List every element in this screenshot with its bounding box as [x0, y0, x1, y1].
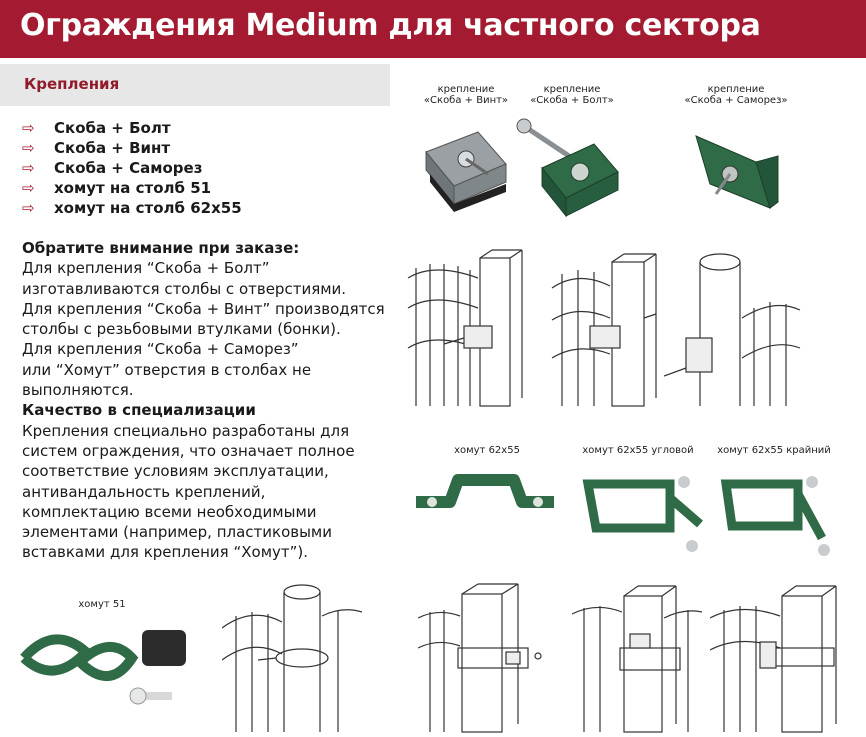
caption-line: «Скоба + Болт» [530, 95, 614, 106]
arrow-right-icon: ⇨ [22, 159, 35, 177]
order-line: или “Хомут” отверстия в столбах не [22, 360, 312, 379]
header-banner [0, 0, 866, 58]
bracket-bolt-image [514, 112, 626, 220]
feature-label: Скоба + Винт [54, 139, 171, 157]
caption-line: крепление [707, 84, 765, 95]
feature-item [22, 138, 242, 158]
quality-line: соответствие условиям эксплуатации, [22, 462, 329, 481]
bracket-screw-image [416, 112, 516, 217]
order-line: изготавливаются столбы с отверстиями. [22, 279, 347, 298]
feature-label: хомут на столб 51 [54, 179, 212, 197]
section-title: Крепления [24, 75, 120, 93]
caption-bolt-bolt [524, 84, 620, 106]
quality-line: элементами (например, пластиковыми [22, 523, 332, 542]
page-title: Ограждения Medium для частного сектора [20, 8, 761, 43]
feature-item [22, 158, 242, 178]
features-list [22, 118, 242, 218]
arrow-right-icon: ⇨ [22, 179, 35, 197]
quality-line: систем ограждения, что означает полное [22, 441, 355, 460]
clamp-62-image [410, 462, 560, 542]
caption-line: «Скоба + Саморез» [684, 95, 788, 106]
notes-block [22, 238, 397, 563]
feature-item [22, 178, 242, 198]
clamp-62-corner-image [580, 464, 710, 560]
mount-drawing-self [664, 248, 804, 408]
caption-clamp-62-end: хомут 62х55 крайний [717, 445, 831, 456]
caption-clamp-51: хомут 51 [78, 599, 126, 610]
order-line: Для крепления “Скоба + Винт” производятся [22, 299, 385, 318]
mount-drawing-clamp51 [222, 576, 362, 734]
mount-drawing-clamp62-corner [572, 578, 702, 734]
quality-line: Крепления специально разработаны для [22, 421, 350, 440]
caption-line: крепление [437, 84, 495, 95]
feature-label: хомут на столб 62х55 [54, 199, 242, 217]
mount-drawing-screw [548, 248, 678, 408]
clamp-62-end-image [718, 464, 838, 560]
arrow-right-icon: ⇨ [22, 199, 35, 217]
mount-drawing-bolt [404, 248, 534, 408]
quality-line: антивандальность креплений, [22, 482, 266, 501]
mount-drawing-clamp62-end [710, 578, 840, 734]
caption-clamp-62-corner: хомут 62х55 угловой [582, 445, 694, 456]
caption-line: крепление [543, 84, 601, 95]
order-line: Для крепления “Скоба + Болт” [22, 259, 270, 278]
arrow-right-icon: ⇨ [22, 139, 35, 157]
bracket-self-image [686, 122, 786, 222]
section-bar [0, 64, 390, 106]
caption-bolt-screw [418, 84, 514, 106]
quality-line: вставками для крепления “Хомут”). [22, 543, 309, 562]
clamp-51-image [14, 614, 204, 718]
quality-heading: Качество в специализации [22, 401, 256, 420]
arrow-right-icon: ⇨ [22, 119, 35, 137]
caption-line: «Скоба + Винт» [423, 95, 509, 106]
caption-bolt-self [676, 84, 796, 106]
feature-item [22, 198, 242, 218]
order-line: выполняются. [22, 381, 134, 400]
caption-clamp-62: хомут 62х55 [454, 445, 520, 456]
feature-item [22, 118, 242, 138]
feature-label: Скоба + Саморез [54, 159, 203, 177]
feature-label: Скоба + Болт [54, 119, 171, 137]
order-line: столбы с резьбовыми втулками (бонки). [22, 320, 341, 339]
mount-drawing-clamp62 [418, 578, 548, 734]
order-line: Для крепления “Скоба + Саморез” [22, 340, 299, 359]
quality-line: комплектацию всеми необходимыми [22, 502, 317, 521]
order-heading: Обратите внимание при заказе: [22, 239, 300, 257]
